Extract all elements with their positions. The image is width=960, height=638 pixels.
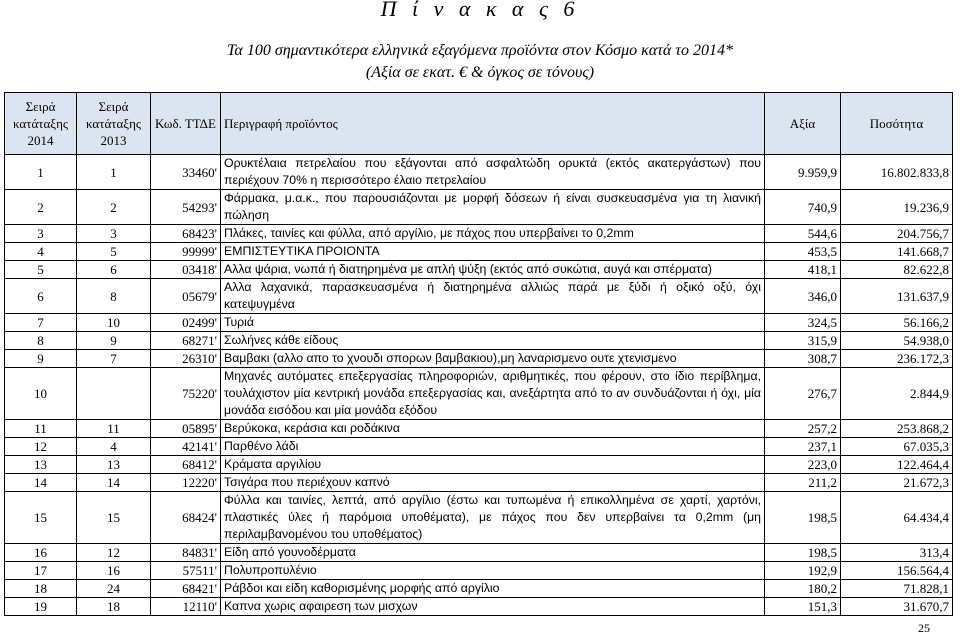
description-cell: Σωλήνες κάθε είδους (221, 332, 765, 350)
table-units: (Αξία σε εκατ. € & όγκος σε τόνους) (365, 64, 595, 81)
description-cell: Τσιγάρα που περιέχουν καπνό (221, 474, 765, 492)
table-row (5, 314, 953, 332)
table-row (5, 332, 953, 350)
description-cell: Ορυκτέλαια πετρελαίου που εξάγονται από ασφαλτώδη ορυκτά (εκτός ακατεργάστων) που περιέχουν 70% η περισσότερο έλαιο πετρελαίου (221, 155, 765, 190)
page-number: 25 (918, 621, 930, 635)
rank-2013-cell: 4 (77, 438, 151, 456)
code-cell: 12110' (151, 598, 221, 616)
quantity-cell: 236.172,3 (841, 350, 953, 368)
rank-2014-cell: 4 (5, 243, 77, 261)
rank-2014-cell: 12 (5, 438, 77, 456)
rank-2013-cell: 1 (77, 155, 151, 190)
description-cell: Ράβδοι και είδη καθορισμένης μορφής από αργίλιο (221, 580, 765, 598)
rank-2014-cell: 1 (5, 155, 77, 190)
value-cell: 151,3 (765, 598, 841, 616)
quantity-cell: 54.938,0 (841, 332, 953, 350)
value-cell: 211,2 (765, 474, 841, 492)
table-row (5, 368, 953, 420)
code-cell: 33460' (151, 155, 221, 190)
table-row (5, 598, 953, 616)
quantity-cell: 204.756,7 (841, 225, 953, 243)
value-cell: 180,2 (765, 580, 841, 598)
table-body (5, 155, 953, 616)
rank-2014-cell: 6 (5, 279, 77, 314)
code-cell: 68421' (151, 580, 221, 598)
code-cell: 99999' (151, 243, 221, 261)
table-row (5, 350, 953, 368)
description-cell: Μηχανές αυτόματες επεξεργασίας πληροφοριών, αριθμητικές, που φέρουν, στο ίδιο περίβλημα, τουλάχιστον μία κεντρική μονάδα επεξεργασίας και, ανεξάρτητα από το αν συνδυάζονται ή όχι, μία μονάδα εισόδου και μία μονάδα εξόδου (221, 368, 765, 420)
code-cell: 68412' (151, 456, 221, 474)
code-cell: 68424' (151, 492, 221, 544)
rank-2013-cell: 18 (77, 598, 151, 616)
code-cell: 57511' (151, 562, 221, 580)
rank-2013-cell: 8 (77, 279, 151, 314)
code-cell: 26310' (151, 350, 221, 368)
table-row (5, 492, 953, 544)
quantity-cell: 67.035,3 (841, 438, 953, 456)
description-cell: Πολυπροπυλένιο (221, 562, 765, 580)
rank-2014-cell: 11 (5, 420, 77, 438)
description-cell: Αλλα λαχανικά, παρασκευασμένα ή διατηρημένα αλλιώς παρά με ξύδι ή οξικό οξύ, όχι κατεψυγμένα (221, 279, 765, 314)
description-cell: Είδη από γουνοδέρματα (221, 544, 765, 562)
exports-table (4, 92, 953, 616)
rank-2014-cell: 2 (5, 190, 77, 225)
quantity-cell: 122.464,4 (841, 456, 953, 474)
description-cell: Τυριά (221, 314, 765, 332)
quantity-cell: 141.668,7 (841, 243, 953, 261)
quantity-cell: 31.670,7 (841, 598, 953, 616)
rank-2013-cell: 15 (77, 492, 151, 544)
description-cell: Βαμβακι (αλλο απο το χνουδι σπορων βαμβακιου),μη λαναρισμενο ουτε χτενισμενο (221, 350, 765, 368)
value-cell: 198,5 (765, 544, 841, 562)
rank-2014-cell: 14 (5, 474, 77, 492)
rank-2014-cell: 10 (5, 368, 77, 420)
header-quantity: Ποσότητα (841, 93, 953, 155)
rank-2014-cell: 8 (5, 332, 77, 350)
rank-2013-cell: 2 (77, 190, 151, 225)
header-code: Κωδ. ΤΤΔΕ (151, 93, 221, 155)
description-cell: Φύλλα και ταινίες, λεπτά, από αργίλιο (έστω και τυπωμένα ή επικολλημένα σε χαρτί, χαρτόνι, πλαστικές ύλες ή παρόμοια υποθέματα), με πάχος που δεν υπερβαίνει τα 0,2mm (μη περιλαμβανομένου του υποθέματος) (221, 492, 765, 544)
table-row (5, 243, 953, 261)
rank-2013-cell: 7 (77, 350, 151, 368)
quantity-cell: 253.868,2 (841, 420, 953, 438)
code-cell: 12220' (151, 474, 221, 492)
code-cell: 68423' (151, 225, 221, 243)
rank-2013-cell: 5 (77, 243, 151, 261)
rank-2014-cell: 15 (5, 492, 77, 544)
table-row (5, 155, 953, 190)
table-row (5, 279, 953, 314)
rank-2014-cell: 9 (5, 350, 77, 368)
description-cell: Αλλα ψάρια, νωπά ή διατηρημένα με απλή ψύξη (εκτός από συκώτια, αυγά και σπέρματα) (221, 261, 765, 279)
description-cell: Βερύκοκα, κεράσια και ροδάκινα (221, 420, 765, 438)
quantity-cell: 156.564,4 (841, 562, 953, 580)
rank-2013-cell: 10 (77, 314, 151, 332)
rank-2013-cell: 13 (77, 456, 151, 474)
quantity-cell: 131.637,9 (841, 279, 953, 314)
code-cell: 54293' (151, 190, 221, 225)
description-cell: Καπνα χωρις αφαιρεση των μισχων (221, 598, 765, 616)
description-cell: ΕΜΠΙΣΤΕΥΤΙΚΑ ΠΡΟΙΟΝΤΑ (221, 243, 765, 261)
code-cell: 68271' (151, 332, 221, 350)
rank-2014-cell: 7 (5, 314, 77, 332)
value-cell: 453,5 (765, 243, 841, 261)
rank-2013-cell: 11 (77, 420, 151, 438)
value-cell: 9.959,9 (765, 155, 841, 190)
table-row (5, 225, 953, 243)
code-cell: 02499' (151, 314, 221, 332)
quantity-cell: 2.844,9 (841, 368, 953, 420)
table-row (5, 456, 953, 474)
value-cell: 223,0 (765, 456, 841, 474)
value-cell: 192,9 (765, 562, 841, 580)
value-cell: 308,7 (765, 350, 841, 368)
rank-2014-cell: 16 (5, 544, 77, 562)
quantity-cell: 56.166,2 (841, 314, 953, 332)
quantity-cell: 82.622,8 (841, 261, 953, 279)
quantity-cell: 16.802.833,8 (841, 155, 953, 190)
rank-2013-cell: 12 (77, 544, 151, 562)
rank-2014-cell: 3 (5, 225, 77, 243)
rank-2014-cell: 5 (5, 261, 77, 279)
value-cell: 198,5 (765, 492, 841, 544)
code-cell: 42141' (151, 438, 221, 456)
rank-2013-cell: 6 (77, 261, 151, 279)
table-row (5, 474, 953, 492)
table-row (5, 580, 953, 598)
description-cell: Παρθένο λάδι (221, 438, 765, 456)
table-row (5, 562, 953, 580)
rank-2014-cell: 17 (5, 562, 77, 580)
header-rank-2013: Σειρά κατάταξης 2013 (77, 93, 151, 155)
table-row (5, 261, 953, 279)
code-cell: 84831' (151, 544, 221, 562)
value-cell: 276,7 (765, 368, 841, 420)
value-cell: 237,1 (765, 438, 841, 456)
table-row (5, 190, 953, 225)
header-row (5, 93, 953, 155)
table-subtitle: Τα 100 σημαντικότερα ελληνικά εξαγόμενα προϊόντα στον Κόσμο κατά το 2014* (226, 42, 734, 59)
header-value: Αξία (765, 93, 841, 155)
quantity-cell: 313,4 (841, 544, 953, 562)
rank-2013-cell (77, 368, 151, 420)
description-cell: Πλάκες, ταινίες και φύλλα, από αργίλιο, με πάχος που υπερβαίνει το 0,2mm (221, 225, 765, 243)
rank-2013-cell: 16 (77, 562, 151, 580)
rank-2014-cell: 18 (5, 580, 77, 598)
value-cell: 418,1 (765, 261, 841, 279)
rank-2014-cell: 13 (5, 456, 77, 474)
description-cell: Φάρμακα, μ.α.κ., που παρουσιάζονται με μορφή δόσεων ή είναι συσκευασμένα για τη λιανική πώληση (221, 190, 765, 225)
value-cell: 544,6 (765, 225, 841, 243)
value-cell: 324,5 (765, 314, 841, 332)
table-row (5, 420, 953, 438)
code-cell: 75220' (151, 368, 221, 420)
table-title: Π ί ν α κ α ς 6 (380, 0, 580, 21)
description-cell: Κράματα αργιλίου (221, 456, 765, 474)
rank-2013-cell: 14 (77, 474, 151, 492)
header-description: Περιγραφή προϊόντος (221, 93, 765, 155)
quantity-cell: 21.672,3 (841, 474, 953, 492)
code-cell: 03418' (151, 261, 221, 279)
code-cell: 05679' (151, 279, 221, 314)
value-cell: 740,9 (765, 190, 841, 225)
value-cell: 315,9 (765, 332, 841, 350)
rank-2013-cell: 24 (77, 580, 151, 598)
quantity-cell: 71.828,1 (841, 580, 953, 598)
rank-2013-cell: 3 (77, 225, 151, 243)
table-row (5, 438, 953, 456)
rank-2013-cell: 9 (77, 332, 151, 350)
value-cell: 257,2 (765, 420, 841, 438)
quantity-cell: 64.434,4 (841, 492, 953, 544)
quantity-cell: 19.236,9 (841, 190, 953, 225)
rank-2014-cell: 19 (5, 598, 77, 616)
header-rank-2014: Σειρά κατάταξης 2014 (5, 93, 77, 155)
value-cell: 346,0 (765, 279, 841, 314)
code-cell: 05895' (151, 420, 221, 438)
table-row (5, 544, 953, 562)
